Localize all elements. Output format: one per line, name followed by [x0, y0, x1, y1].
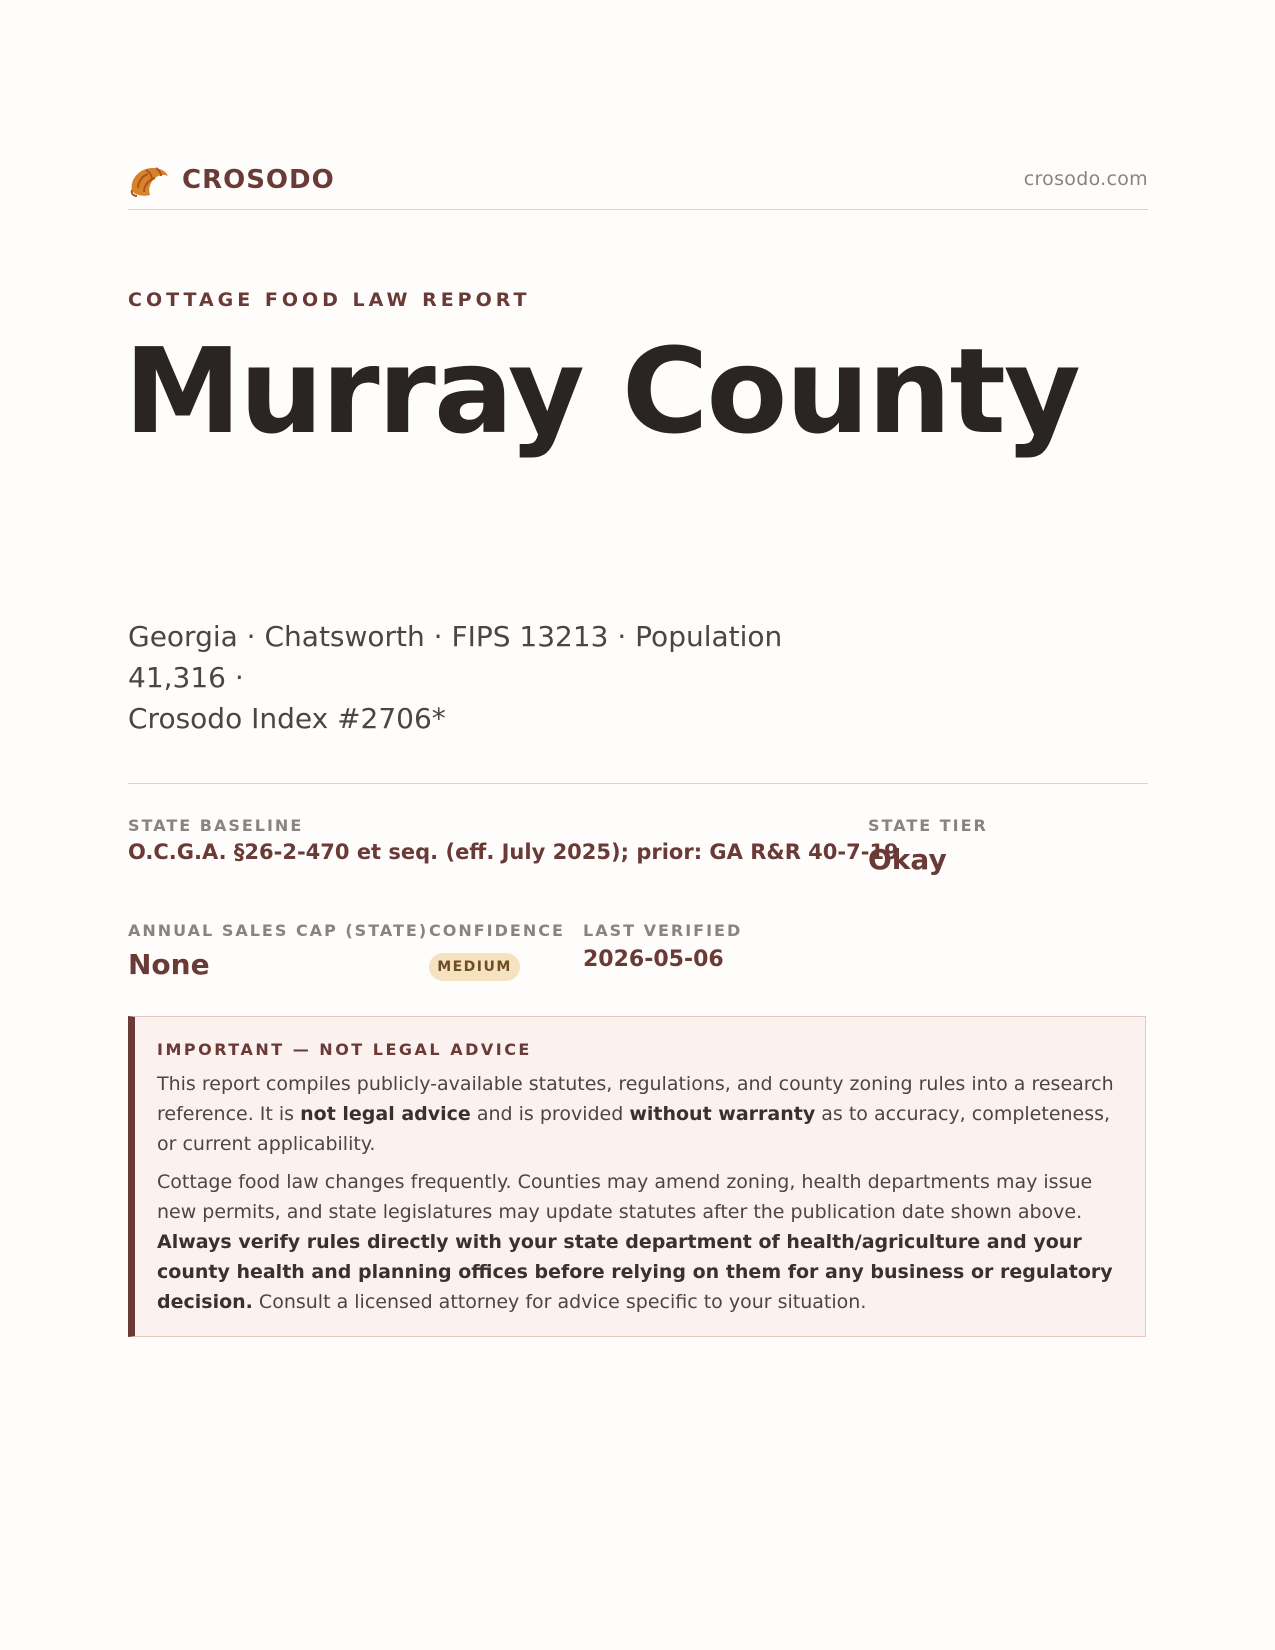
state-tier-value: Okay: [868, 843, 947, 876]
county-meta: [128, 616, 888, 739]
croissant-icon: [128, 160, 170, 200]
county-meta-line-1: Georgia · Chatsworth · FIPS 13213 · Population 41,316 ·: [128, 620, 783, 694]
state-baseline-label: STATE BASELINE: [128, 816, 304, 835]
last-verified-label: LAST VERIFIED: [583, 921, 743, 940]
state-baseline-value: O.C.G.A. §26-2-470 et seq. (eff. July 2025); prior: GA R&R 40-7-19: [128, 840, 899, 864]
header-divider: [128, 209, 1148, 210]
brand-name: CROSODO: [182, 165, 335, 195]
site-url-link[interactable]: crosodo.com: [1023, 168, 1148, 190]
last-verified-value: 2026-05-06: [583, 947, 724, 972]
disclaimer-text: as to accuracy, completeness, or current applicability.: [157, 1103, 1111, 1155]
sales-cap-value: None: [128, 948, 210, 981]
legal-disclaimer: [128, 1016, 1146, 1337]
disclaimer-text: Consult a licensed attorney for advice specific to your situation.: [252, 1291, 867, 1313]
report-page: [124, 0, 1148, 1650]
page-title: Murray County: [124, 322, 1079, 460]
disclaimer-title: IMPORTANT — NOT LEGAL ADVICE: [157, 1040, 532, 1059]
page-header: [128, 160, 1148, 208]
disclaimer-text: and is provided: [470, 1103, 630, 1125]
disclaimer-emphasis: without warranty: [629, 1103, 816, 1125]
disclaimer-text: Cottage food law changes frequently. Counties may amend zoning, health departments may issue new permits, and state legislatures may update statutes after the publication date shown above.: [157, 1171, 1093, 1223]
report-eyebrow: COTTAGE FOOD LAW REPORT: [128, 289, 531, 311]
disclaimer-emphasis: not legal advice: [300, 1103, 471, 1125]
confidence-label: CONFIDENCE: [429, 921, 565, 940]
disclaimer-text: This report compiles publicly-available statutes, regulations, and county zoning rules into a research reference. It is: [157, 1073, 1114, 1125]
disclaimer-paragraph-2: [157, 1167, 1127, 1317]
confidence-badge: MEDIUM: [429, 953, 520, 981]
sales-cap-label: ANNUAL SALES CAP (STATE): [128, 921, 429, 940]
disclaimer-paragraph-1: [157, 1069, 1127, 1159]
disclaimer-emphasis: Always verify rules directly with your state department of health/agriculture and your county health and planning offices before relying on them for any business or regulatory decision.: [157, 1231, 1113, 1313]
section-divider: [128, 783, 1148, 784]
county-meta-line-2: Crosodo Index #2706*: [128, 702, 446, 735]
brand: [128, 160, 335, 200]
state-tier-label: STATE TIER: [868, 816, 988, 835]
